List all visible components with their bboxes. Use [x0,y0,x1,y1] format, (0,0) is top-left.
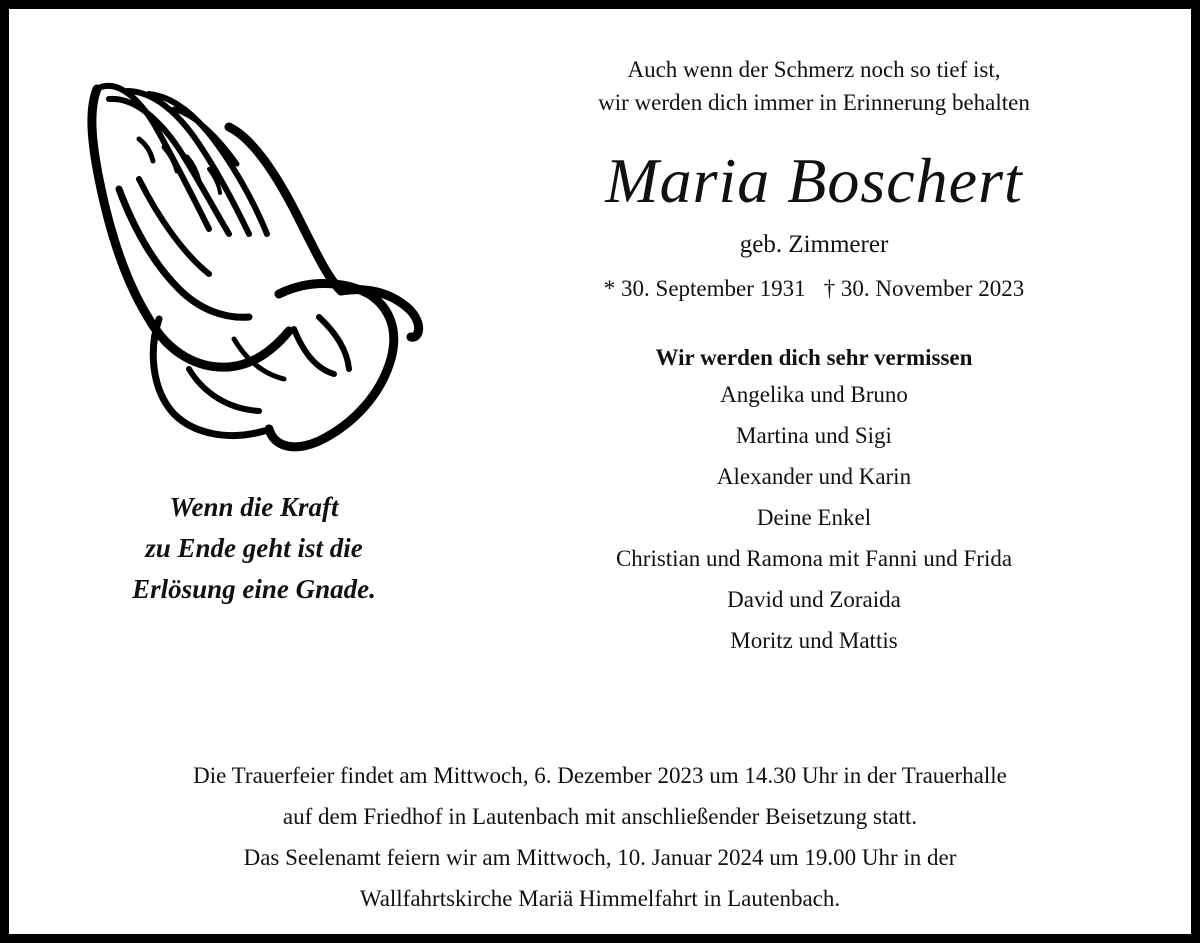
quote-line: zu Ende geht ist die [145,533,363,563]
service-line: Das Seelenamt feiern wir am Mittwoch, 10. Januar 2024 um 19.00 Uhr in der [243,845,957,870]
praying-hands-icon [79,69,439,459]
main-column [464,53,1164,661]
mourner-line: Moritz und Mattis [730,628,898,653]
mourner-line: Martina und Sigi [736,423,892,448]
motto [464,53,1164,119]
deceased-name: Maria Boschert [605,145,1023,216]
service-line: auf dem Friedhof in Lautenbach mit anschließender Beisetzung statt. [282,804,918,829]
quote-line: Erlösung eine Gnade. [132,574,376,604]
service-line: Die Trauerfeier findet am Mittwoch, 6. Dezember 2023 um 14.30 Uhr in der Trauerhalle [193,763,1007,788]
birth-date: * 30. September 1931 [603,276,806,301]
mourner-line: Christian und Ramona mit Fanni und Frida [615,546,1013,571]
mourners-list [464,374,1164,661]
mourners-heading: Wir werden dich sehr vermissen [655,345,973,370]
consolation-quote [69,487,439,610]
motto-line: wir werden dich immer in Erinnerung behalten [598,90,1030,115]
mourner-line: Angelika und Bruno [720,382,908,407]
service-line: Wallfahrtskirche Mariä Himmelfahrt in Lautenbach. [359,886,841,911]
mourner-line: David und Zoraida [727,587,901,612]
death-date: † 30. November 2023 [823,276,1025,301]
motto-line: Auch wenn der Schmerz noch so tief ist, [627,57,1001,82]
mourner-line: Alexander und Karin [716,464,912,489]
quote-line: Wenn die Kraft [169,492,339,522]
life-dates [464,273,1164,305]
service-details [9,755,1191,919]
mourner-line: Deine Enkel [756,505,872,530]
birth-name: geb. Zimmerer [739,231,889,258]
